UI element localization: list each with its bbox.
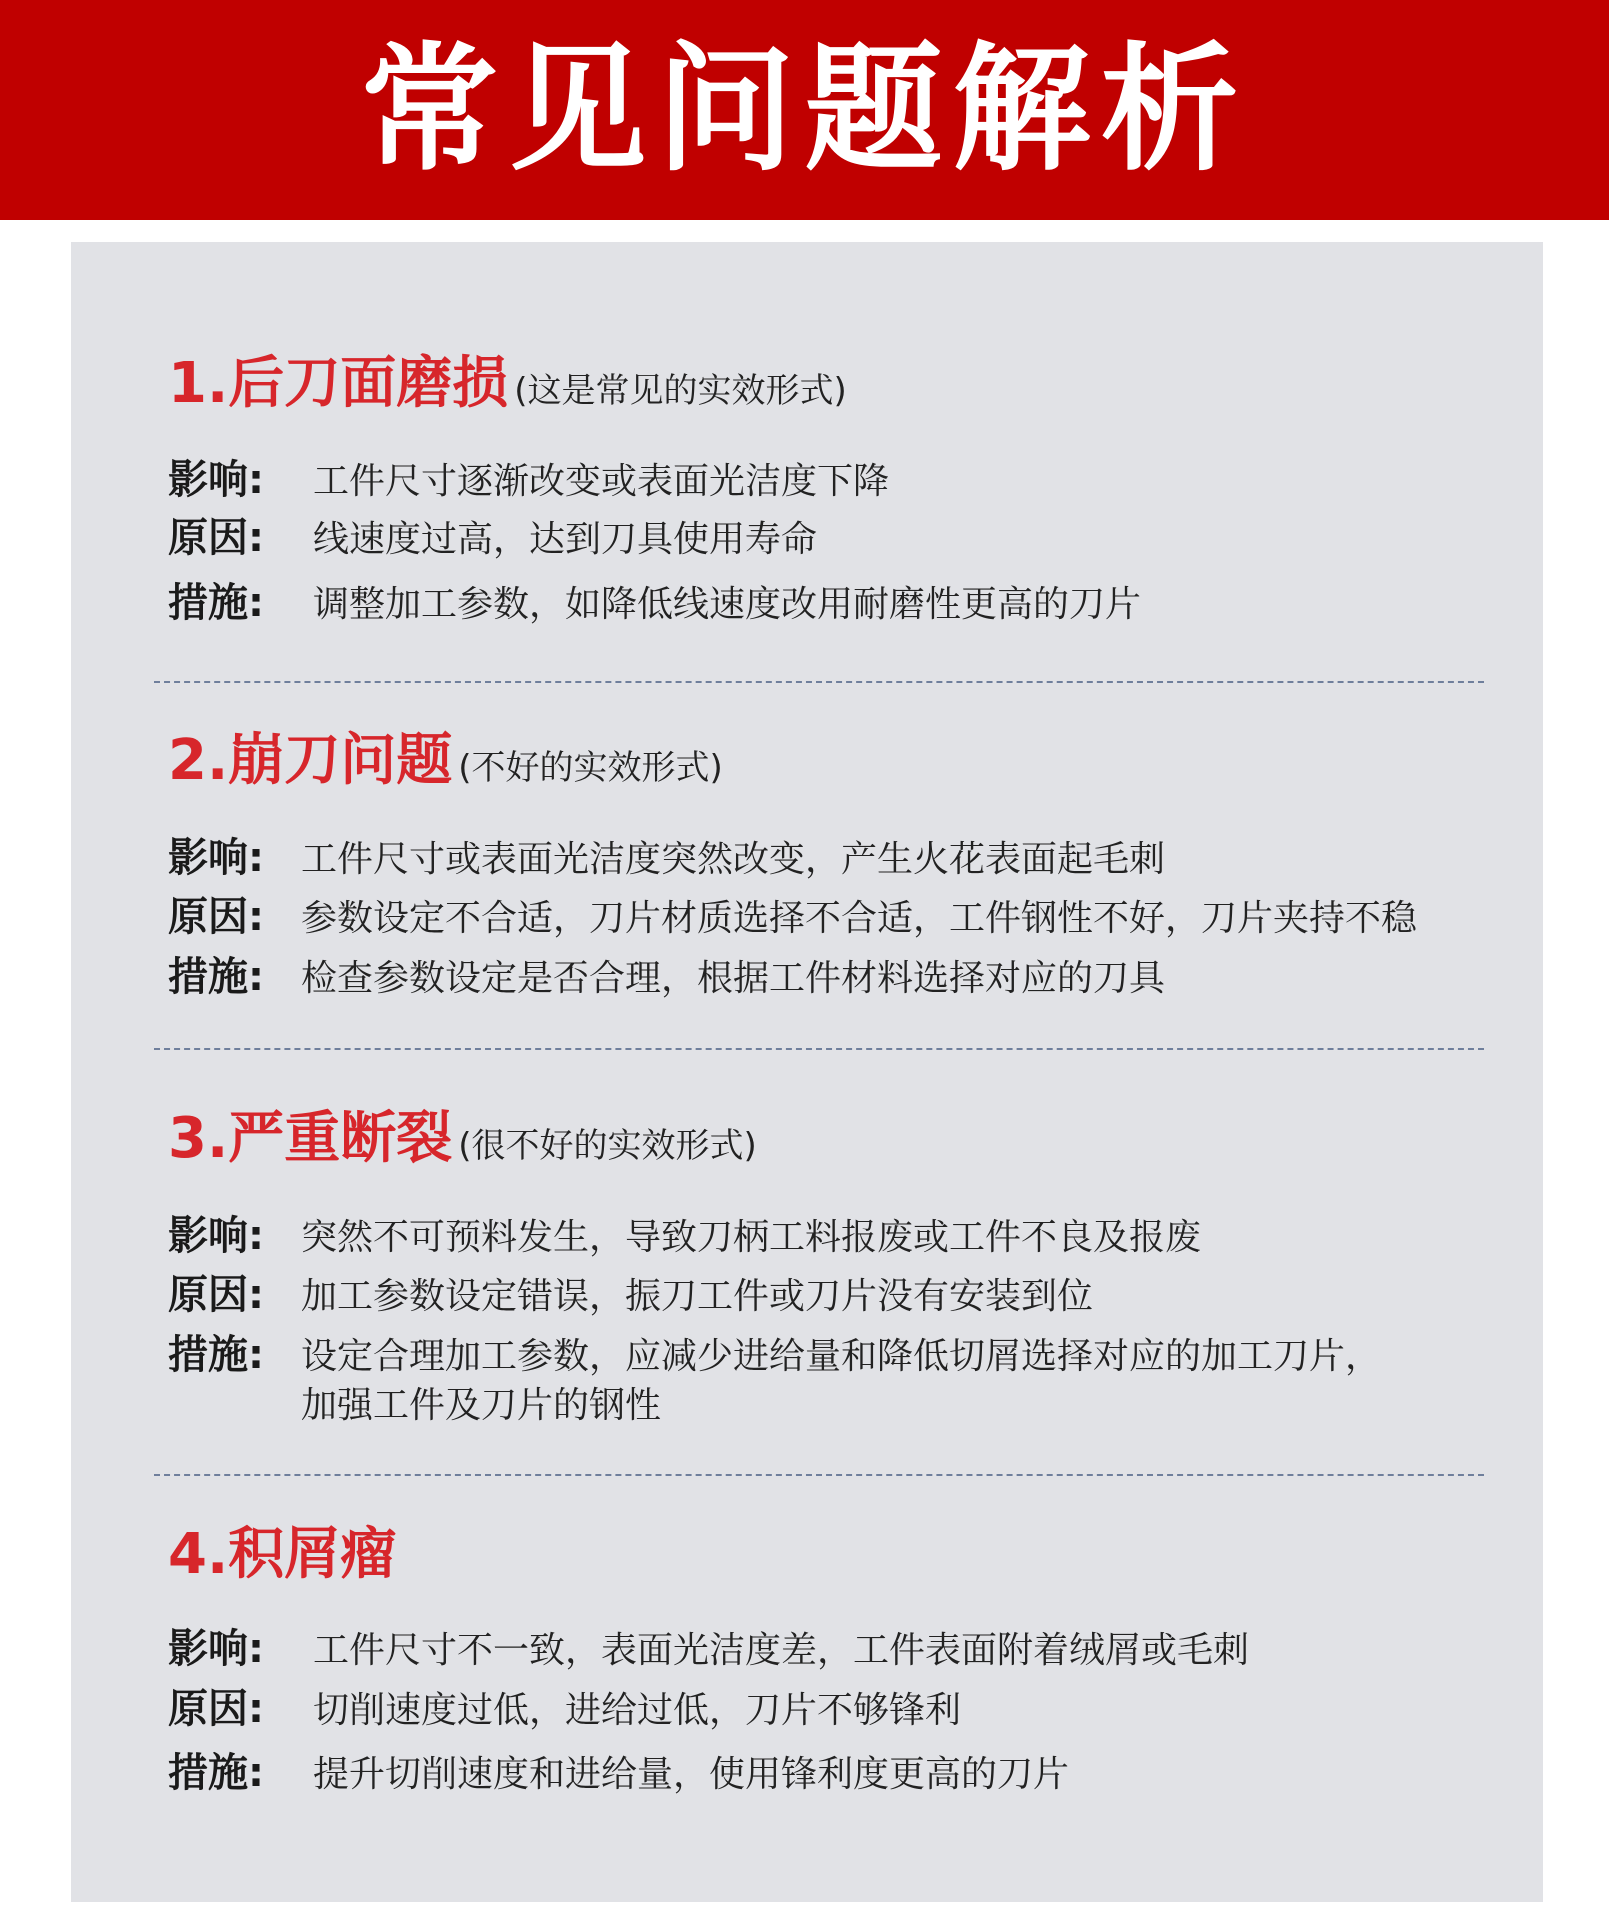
section-heading [168, 351, 847, 416]
section-note: (这是常见的实效形式) [514, 371, 847, 411]
measure-row [168, 1332, 1382, 1378]
measure-row [168, 1750, 1070, 1796]
impact-row [168, 1626, 1250, 1672]
section-heading [168, 1106, 757, 1171]
measure-label: 措施: [168, 580, 264, 626]
cause-text: 线速度过高，达到刀具使用寿命 [313, 519, 818, 560]
section-note: (很不好的实效形式) [458, 1126, 757, 1166]
impact-label: 影响: [168, 457, 264, 503]
impact-label: 影响: [168, 1213, 264, 1259]
section-heading [168, 728, 723, 793]
content-panel [71, 242, 1543, 1902]
cause-text: 参数设定不合适，刀片材质选择不合适，工件钢性不好，刀片夹持不稳 [301, 898, 1418, 939]
measure-label: 措施: [168, 1750, 264, 1796]
impact-label: 影响: [168, 1626, 264, 1672]
measure-text: 检查参数设定是否合理，根据工件材料选择对应的刀具 [301, 958, 1166, 999]
measure-label: 措施: [168, 954, 264, 1000]
impact-label: 影响: [168, 835, 264, 881]
impact-text: 工件尺寸或表面光洁度突然改变，产生火花表面起毛刺 [301, 839, 1166, 880]
measure-text-continued: 加强工件及刀片的钢性 [301, 1385, 662, 1426]
cause-label: 原因: [168, 894, 264, 940]
cause-row [168, 1686, 962, 1732]
dashed-divider [154, 1048, 1484, 1050]
section-heading [168, 1522, 397, 1587]
section-title: 2.崩刀问题 [168, 728, 453, 793]
measure-text: 调整加工参数，如降低线速度改用耐磨性更高的刀片 [313, 584, 1142, 625]
cause-text: 切削速度过低，进给过低，刀片不够锋利 [313, 1690, 962, 1731]
header-banner [0, 0, 1609, 220]
measure-text: 提升切削速度和进给量，使用锋利度更高的刀片 [313, 1754, 1070, 1795]
section-note: (不好的实效形式) [458, 748, 723, 788]
measure-label: 措施: [168, 1332, 264, 1378]
cause-row [168, 515, 818, 561]
cause-label: 原因: [168, 1686, 264, 1732]
impact-row [168, 835, 1166, 881]
section-title: 4.积屑瘤 [168, 1522, 397, 1587]
section-title: 3.严重断裂 [168, 1106, 453, 1171]
measure-row [168, 580, 1142, 626]
dashed-divider [154, 1474, 1484, 1476]
impact-row [168, 1213, 1202, 1259]
cause-label: 原因: [168, 515, 264, 561]
dashed-divider [154, 681, 1484, 683]
page-title: 常见问题解析 [360, 29, 1249, 190]
impact-text: 突然不可预料发生，导致刀柄工料报废或工件不良及报废 [301, 1217, 1202, 1258]
cause-label: 原因: [168, 1272, 264, 1318]
impact-text: 工件尺寸不一致，表面光洁度差，工件表面附着绒屑或毛刺 [313, 1630, 1250, 1671]
impact-text: 工件尺寸逐渐改变或表面光洁度下降 [313, 461, 890, 502]
measure-row [168, 954, 1166, 1000]
cause-text: 加工参数设定错误，振刀工件或刀片没有安装到位 [301, 1276, 1094, 1317]
measure-text: 设定合理加工参数，应减少进给量和降低切屑选择对应的加工刀片， [301, 1336, 1382, 1377]
impact-row [168, 457, 890, 503]
cause-row [168, 894, 1418, 940]
section-title: 1.后刀面磨损 [168, 351, 509, 416]
cause-row [168, 1272, 1094, 1318]
